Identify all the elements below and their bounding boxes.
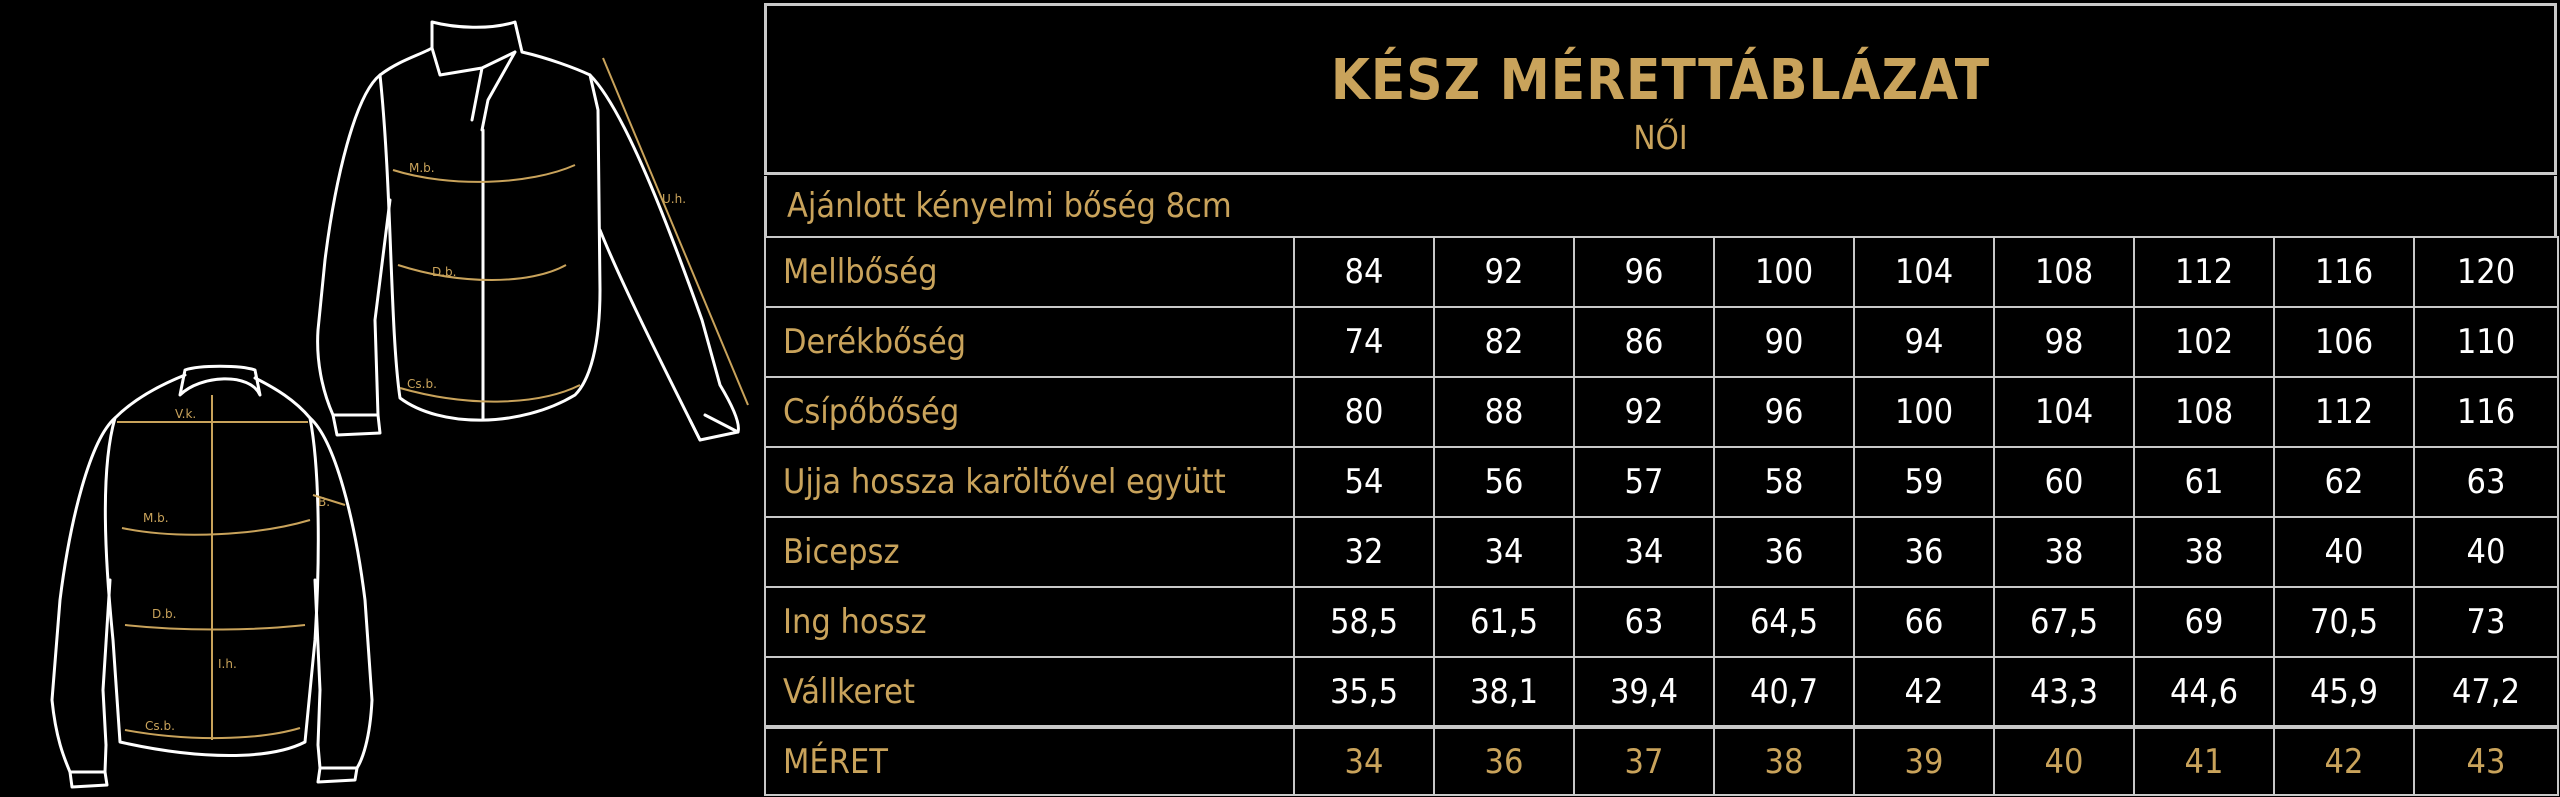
value-cell: 40 — [2414, 517, 2558, 587]
value-cell: 96 — [1714, 377, 1854, 447]
row-label: Ing hossz — [765, 587, 1294, 657]
value-cell: 82 — [1434, 307, 1574, 377]
value-cell: 112 — [2274, 377, 2414, 447]
value-cell: 108 — [1994, 237, 2134, 307]
value-cell: 88 — [1434, 377, 1574, 447]
value-cell: 98 — [1994, 307, 2134, 377]
value-cell: 54 — [1294, 447, 1434, 517]
row-label: Ujja hossza karöltővel együtt — [765, 447, 1294, 517]
value-cell: 42 — [1854, 657, 1994, 727]
back-length-label: I.h. — [218, 657, 237, 671]
value-cell: 36 — [1714, 517, 1854, 587]
ease-note-row — [764, 176, 2557, 236]
value-cell: 112 — [2134, 237, 2274, 307]
value-cell: 92 — [1574, 377, 1714, 447]
value-cell: 80 — [1294, 377, 1434, 447]
value-cell: 43,3 — [1994, 657, 2134, 727]
measurement-row — [765, 447, 2558, 517]
value-cell: 37 — [1574, 727, 1714, 795]
value-cell: 63 — [2414, 447, 2558, 517]
value-cell: 110 — [2414, 307, 2558, 377]
row-label: Derékbőség — [765, 307, 1294, 377]
value-cell: 60 — [1994, 447, 2134, 517]
value-cell: 47,2 — [2414, 657, 2558, 727]
value-cell: 61,5 — [1434, 587, 1574, 657]
value-cell: 58,5 — [1294, 587, 1434, 657]
value-cell: 36 — [1434, 727, 1574, 795]
value-cell: 120 — [2414, 237, 2558, 307]
value-cell: 61 — [2134, 447, 2274, 517]
measurement-row — [765, 517, 2558, 587]
value-cell: 39 — [1854, 727, 1994, 795]
ease-note: Ajánlott kényelmi bőség 8cm — [787, 186, 1232, 226]
row-label: Vállkeret — [765, 657, 1294, 727]
page-title: KÉSZ MÉRETTÁBLÁZAT — [1330, 48, 1991, 113]
value-cell: 73 — [2414, 587, 2558, 657]
value-cell: 62 — [2274, 447, 2414, 517]
value-cell: 43 — [2414, 727, 2558, 795]
value-cell: 40 — [1994, 727, 2134, 795]
row-label: Csípőbőség — [765, 377, 1294, 447]
sleeve-length-label: U.h. — [662, 192, 687, 206]
row-label: Mellbőség — [765, 237, 1294, 307]
page-subtitle: NŐI — [1633, 118, 1688, 157]
title-block — [764, 3, 2557, 175]
value-cell: 32 — [1294, 517, 1434, 587]
value-cell: 44,6 — [2134, 657, 2274, 727]
measurement-row — [765, 657, 2558, 727]
value-cell: 58 — [1714, 447, 1854, 517]
value-cell: 38,1 — [1434, 657, 1574, 727]
back-waist-label: D.b. — [152, 607, 177, 621]
value-cell: 59 — [1854, 447, 1994, 517]
front-measure-lines — [393, 58, 748, 405]
measurement-row — [765, 587, 2558, 657]
back-hip-label: Cs.b. — [145, 719, 175, 733]
value-cell: 39,4 — [1574, 657, 1714, 727]
value-cell: 69 — [2134, 587, 2274, 657]
value-cell: 104 — [1854, 237, 1994, 307]
value-cell: 45,9 — [2274, 657, 2414, 727]
value-cell: 74 — [1294, 307, 1434, 377]
value-cell: 84 — [1294, 237, 1434, 307]
front-chest-label: M.b. — [409, 161, 435, 175]
shirt-diagram-panel — [0, 0, 762, 797]
value-cell: 40,7 — [1714, 657, 1854, 727]
value-cell: 38 — [1714, 727, 1854, 795]
value-cell: 116 — [2274, 237, 2414, 307]
value-cell: 38 — [1994, 517, 2134, 587]
value-cell: 116 — [2414, 377, 2558, 447]
measurement-row — [765, 377, 2558, 447]
value-cell: 42 — [2274, 727, 2414, 795]
value-cell: 102 — [2134, 307, 2274, 377]
value-cell: 100 — [1854, 377, 1994, 447]
value-cell: 57 — [1574, 447, 1714, 517]
value-cell: 63 — [1574, 587, 1714, 657]
value-cell: 86 — [1574, 307, 1714, 377]
value-cell: 34 — [1294, 727, 1434, 795]
measurement-row — [765, 307, 2558, 377]
back-chest-label: M.b. — [143, 511, 169, 525]
back-bicep-label: B. — [318, 495, 331, 509]
value-cell: 70,5 — [2274, 587, 2414, 657]
value-cell: 41 — [2134, 727, 2274, 795]
value-cell: 34 — [1434, 517, 1574, 587]
front-hip-label: Cs.b. — [407, 377, 437, 391]
value-cell: 67,5 — [1994, 587, 2134, 657]
value-cell: 34 — [1574, 517, 1714, 587]
value-cell: 36 — [1854, 517, 1994, 587]
value-cell: 35,5 — [1294, 657, 1434, 727]
value-cell: 64,5 — [1714, 587, 1854, 657]
value-cell: 90 — [1714, 307, 1854, 377]
value-cell: 66 — [1854, 587, 1994, 657]
value-cell: 56 — [1434, 447, 1574, 517]
size-row — [765, 727, 2558, 795]
size-table — [764, 236, 2559, 796]
shirt-measurement-diagram — [0, 0, 762, 797]
front-waist-label: D.b. — [432, 265, 457, 279]
value-cell: 100 — [1714, 237, 1854, 307]
value-cell: 92 — [1434, 237, 1574, 307]
value-cell: 106 — [2274, 307, 2414, 377]
value-cell: 38 — [2134, 517, 2274, 587]
value-cell: 96 — [1574, 237, 1714, 307]
value-cell: 108 — [2134, 377, 2274, 447]
back-shoulder-label: V.k. — [175, 407, 197, 421]
row-label: Bicepsz — [765, 517, 1294, 587]
row-label: MÉRET — [765, 727, 1294, 795]
measurement-row — [765, 237, 2558, 307]
value-cell: 40 — [2274, 517, 2414, 587]
value-cell: 94 — [1854, 307, 1994, 377]
value-cell: 104 — [1994, 377, 2134, 447]
size-table-body — [765, 237, 2558, 795]
